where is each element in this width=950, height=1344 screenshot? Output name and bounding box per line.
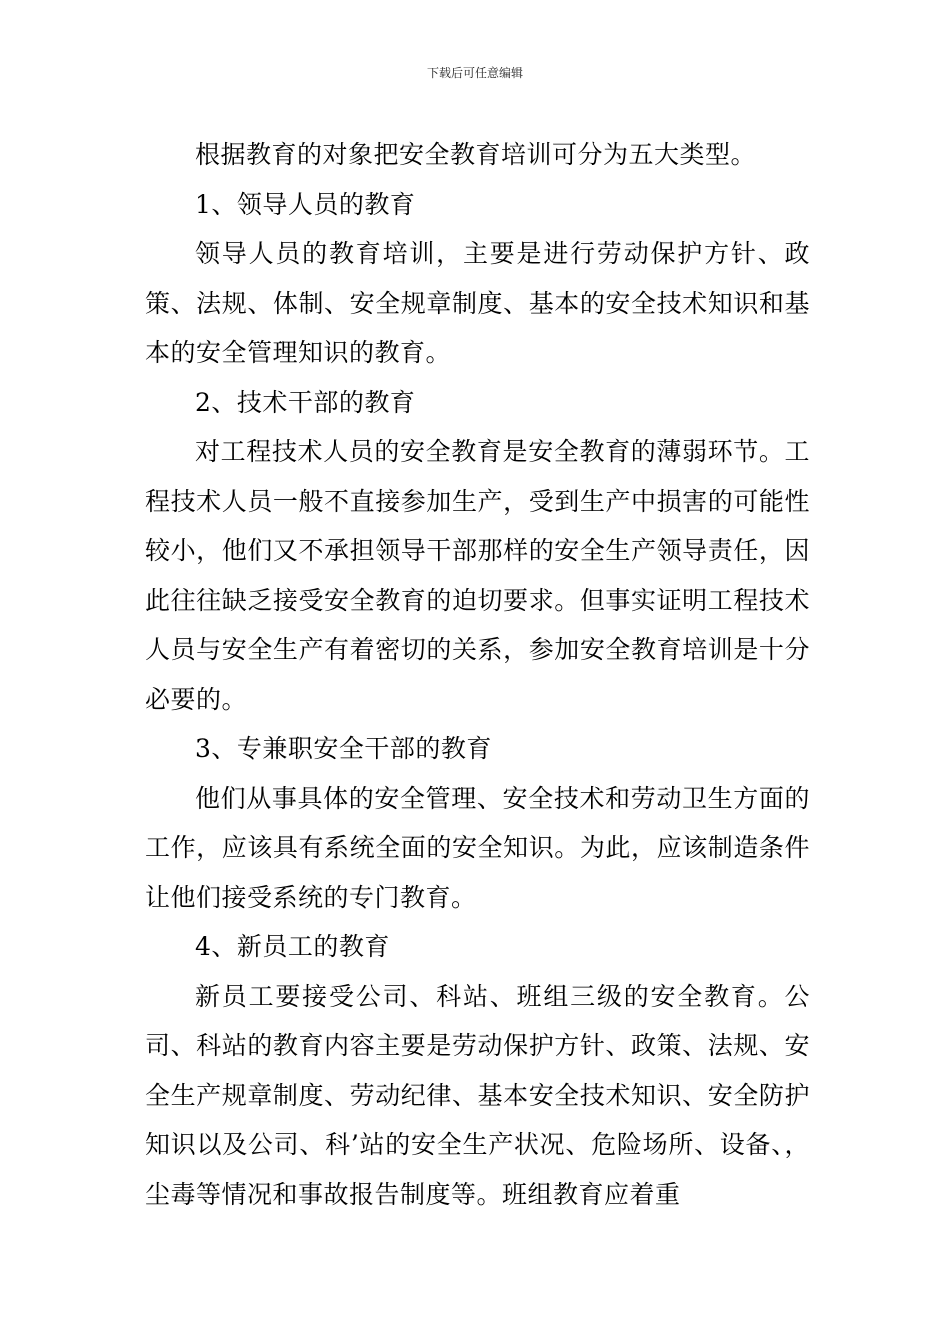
section-heading-3: 3、专兼职安全干部的教育 — [195, 734, 492, 763]
body-paragraph: 新员工要接受公司、科站、班组三级的安全教育。公司、科站的教育内容主要是劳动保护方针、政策、法规、安全生产规章制度、劳动纪律、基本安全技术知识、安全防护知识以及公司、科’站的安全生产状况、危险场所、设备、，尘毒等情况和事故报告制度等。班组教育应着重 — [145, 981, 810, 1209]
page-header: 下载后可任意编辑 — [426, 66, 523, 80]
section-heading-2: 2、技术干部的教育 — [195, 387, 416, 417]
document-body — [145, 130, 810, 1219]
body-paragraph: 他们从事具体的安全管理、安全技术和劳动卫生方面的工作，应该具有系统全面的安全知识。为此，应该制造条件让他们接受系统的专门教育。 — [145, 783, 810, 912]
body-paragraph: 对工程技术人员的安全教育是安全教育的薄弱环节。工程技术人员一般不直接参加生产，受到生产中损害的可能性较小，他们又不承担领导干部那样的安全生产领导责任，因此往往缺乏接受安全教育的迫切要求。但事实证明工程技术人员与安全生产有着密切的关系，参加安全教育培训是十分必要的。 — [145, 437, 810, 714]
section-heading-4: 4、新员工的教育 — [195, 932, 390, 961]
section-heading-1: 1、领导人员的教育 — [195, 189, 416, 219]
body-paragraph: 领导人员的教育培训，主要是进行劳动保护方针、政策、法规、体制、安全规章制度、基本的安全技术知识和基本的安全管理知识的教育。 — [145, 239, 810, 367]
intro-paragraph: 根据教育的对象把安全教育培训可分为五大类型。 — [195, 140, 757, 169]
